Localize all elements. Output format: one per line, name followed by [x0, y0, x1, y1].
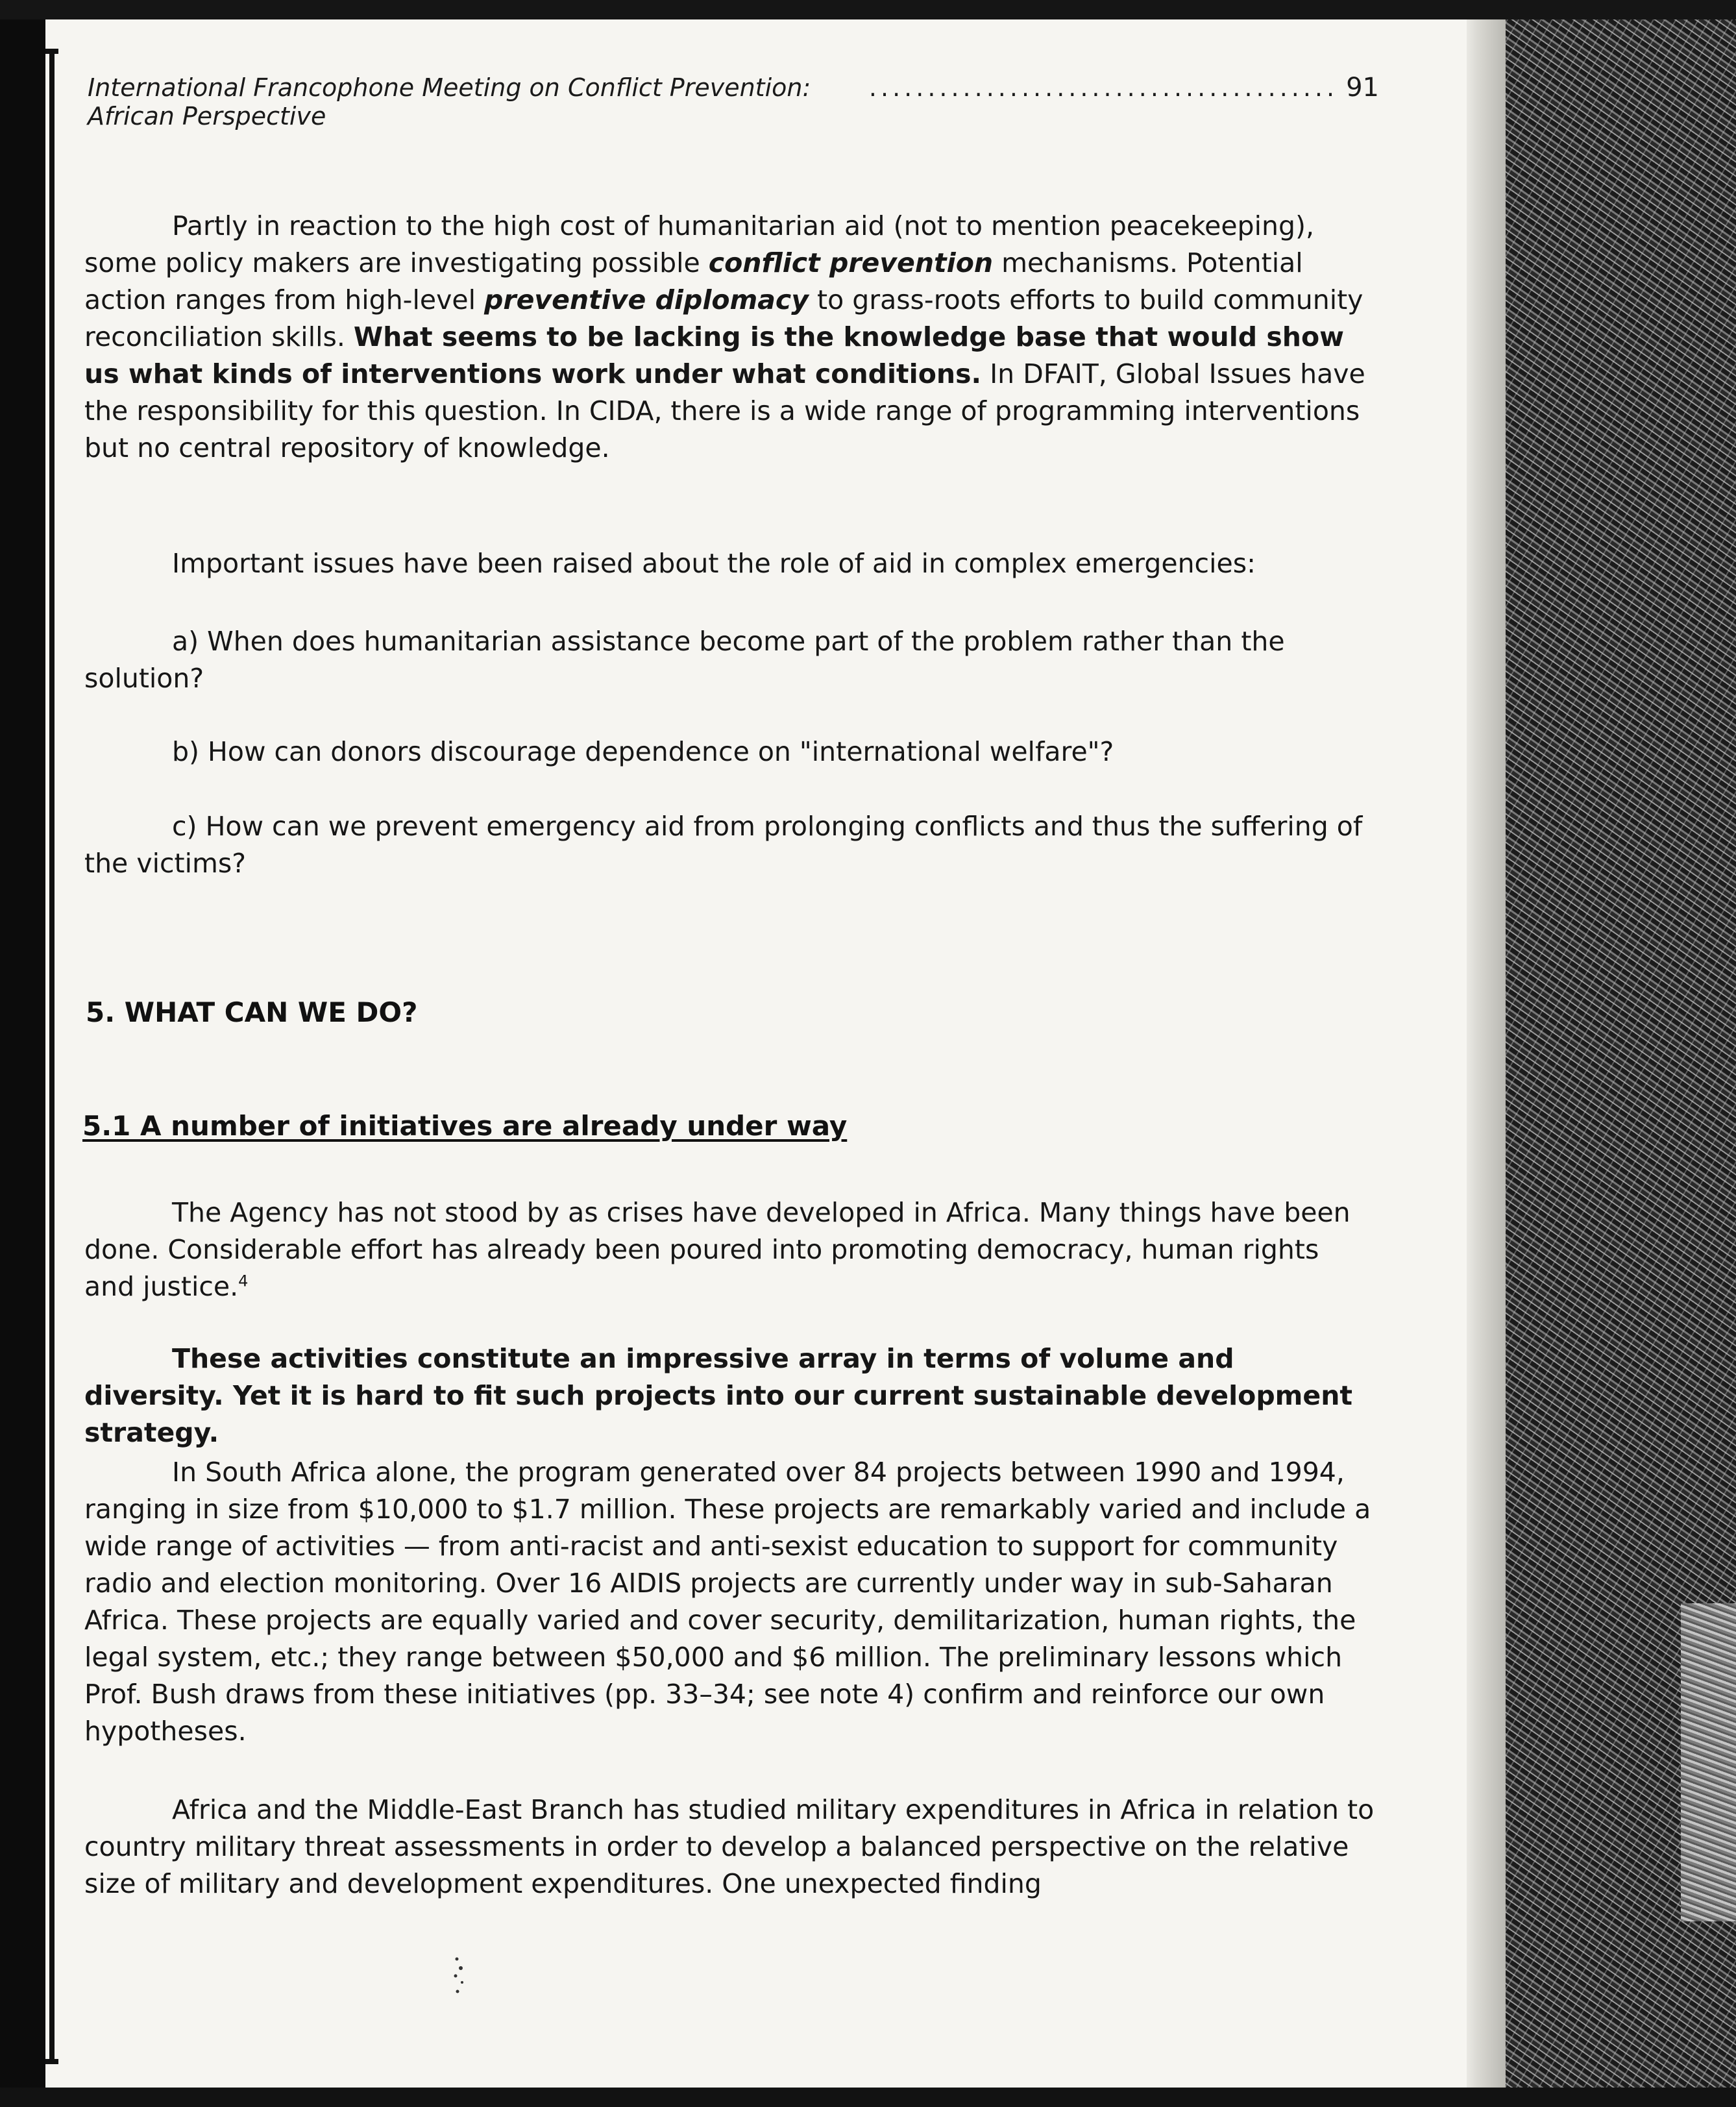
- section-heading: 5. WHAT CAN WE DO?: [86, 996, 418, 1028]
- question-a: [84, 623, 1376, 697]
- para-text: In DFAIT, Global Issues have the responsibility for this question. In CIDA, there is a wide range of programming interventions but no central repository of knowledge.: [84, 358, 1365, 463]
- paragraph-military: [84, 1792, 1376, 1903]
- running-header: [88, 73, 1379, 130]
- para-text: Important issues have been raised about the role of aid in complex emergencies:: [172, 548, 1256, 579]
- page-number: 91: [1346, 73, 1379, 103]
- question-text: a) When does humanitarian assistance become part of the problem rather than the solution?: [84, 626, 1285, 694]
- question-c: [84, 808, 1376, 882]
- para-text: Africa and the Middle-East Branch has studied military expenditures in Africa in relation to country military threat assessments in order to develop a balanced perspective on the relative size of military and development expenditures. One unexpected finding: [84, 1794, 1375, 1899]
- emphasis-term: conflict prevention: [708, 247, 994, 278]
- page-edge: [1460, 19, 1506, 2088]
- question-text: c) How can we prevent emergency aid from prolonging conflicts and thus the suffering of the victims?: [84, 811, 1363, 879]
- scan-top-border: [0, 0, 1736, 19]
- para-text: to grass-roots efforts to build community reconciliation skills.: [84, 284, 1363, 352]
- document-page: [45, 19, 1467, 2088]
- scan-bottom-border: [0, 2088, 1736, 2107]
- question-text: b) How can donors discourage dependence on "international welfare"?: [172, 736, 1114, 767]
- paragraph-conflict-prevention: [84, 208, 1376, 467]
- para-text: The Agency has not stood by as crises have developed in Africa. Many things have been done. Considerable effort has already been poured into promoting democracy, human rights and justice.: [84, 1197, 1351, 1302]
- footnote-marker: 4: [238, 1272, 249, 1290]
- para-text: mechanisms. Potential action ranges from high-level: [84, 247, 1303, 315]
- question-b: [84, 733, 1376, 770]
- book-binding: [0, 19, 45, 2088]
- margin-rule: [49, 49, 55, 2064]
- dot-leader: ........................................: [868, 73, 1339, 102]
- margin-rule-tick: [45, 2059, 58, 2064]
- subsection-heading: 5.1 A number of initiatives are already under way: [82, 1110, 848, 1142]
- bold-paragraph: These activities constitute an impressive array in terms of volume and diversity. Yet it is hard to fit such projects into our current sustainable development strategy.: [84, 1343, 1352, 1448]
- paragraph-south-africa: [84, 1454, 1376, 1750]
- scan-specks: [448, 1954, 474, 1999]
- paragraph-agency: [84, 1194, 1376, 1305]
- paragraph-activities: [84, 1340, 1376, 1451]
- emphasis-term: preventive diplomacy: [484, 284, 809, 315]
- bold-statement: What seems to be lacking is the knowledge base that would show us what kinds of interventions work under what conditions.: [84, 321, 1345, 389]
- running-title: International Francophone Meeting on Conflict Prevention: African Perspective: [88, 73, 811, 130]
- paragraph-important-issues: [84, 545, 1376, 582]
- scanner-patch: [1681, 1603, 1736, 1921]
- para-text: In South Africa alone, the program generated over 84 projects between 1990 and 1994, ranging in size from $10,000 to $1.7 million. These projects are remarkably varied and include a wide range of activities — from anti-racist and anti-sexist education to support for community radio and election monitoring. Over 16 AIDIS projects are currently under way in sub-Saharan Africa. These projects are equally varied and cover security, demilitarization, human rights, the legal system, etc.; they range between $50,000 and $6 million. The preliminary lessons which Prof. Bush draws from these initiatives (pp. 33–34; see note 4) confirm and reinforce our own hypotheses.: [84, 1457, 1371, 1747]
- margin-rule-tick: [45, 49, 58, 54]
- para-text: Partly in reaction to the high cost of humanitarian aid (not to mention peacekeeping), some policy makers are investigating possible: [84, 210, 1315, 278]
